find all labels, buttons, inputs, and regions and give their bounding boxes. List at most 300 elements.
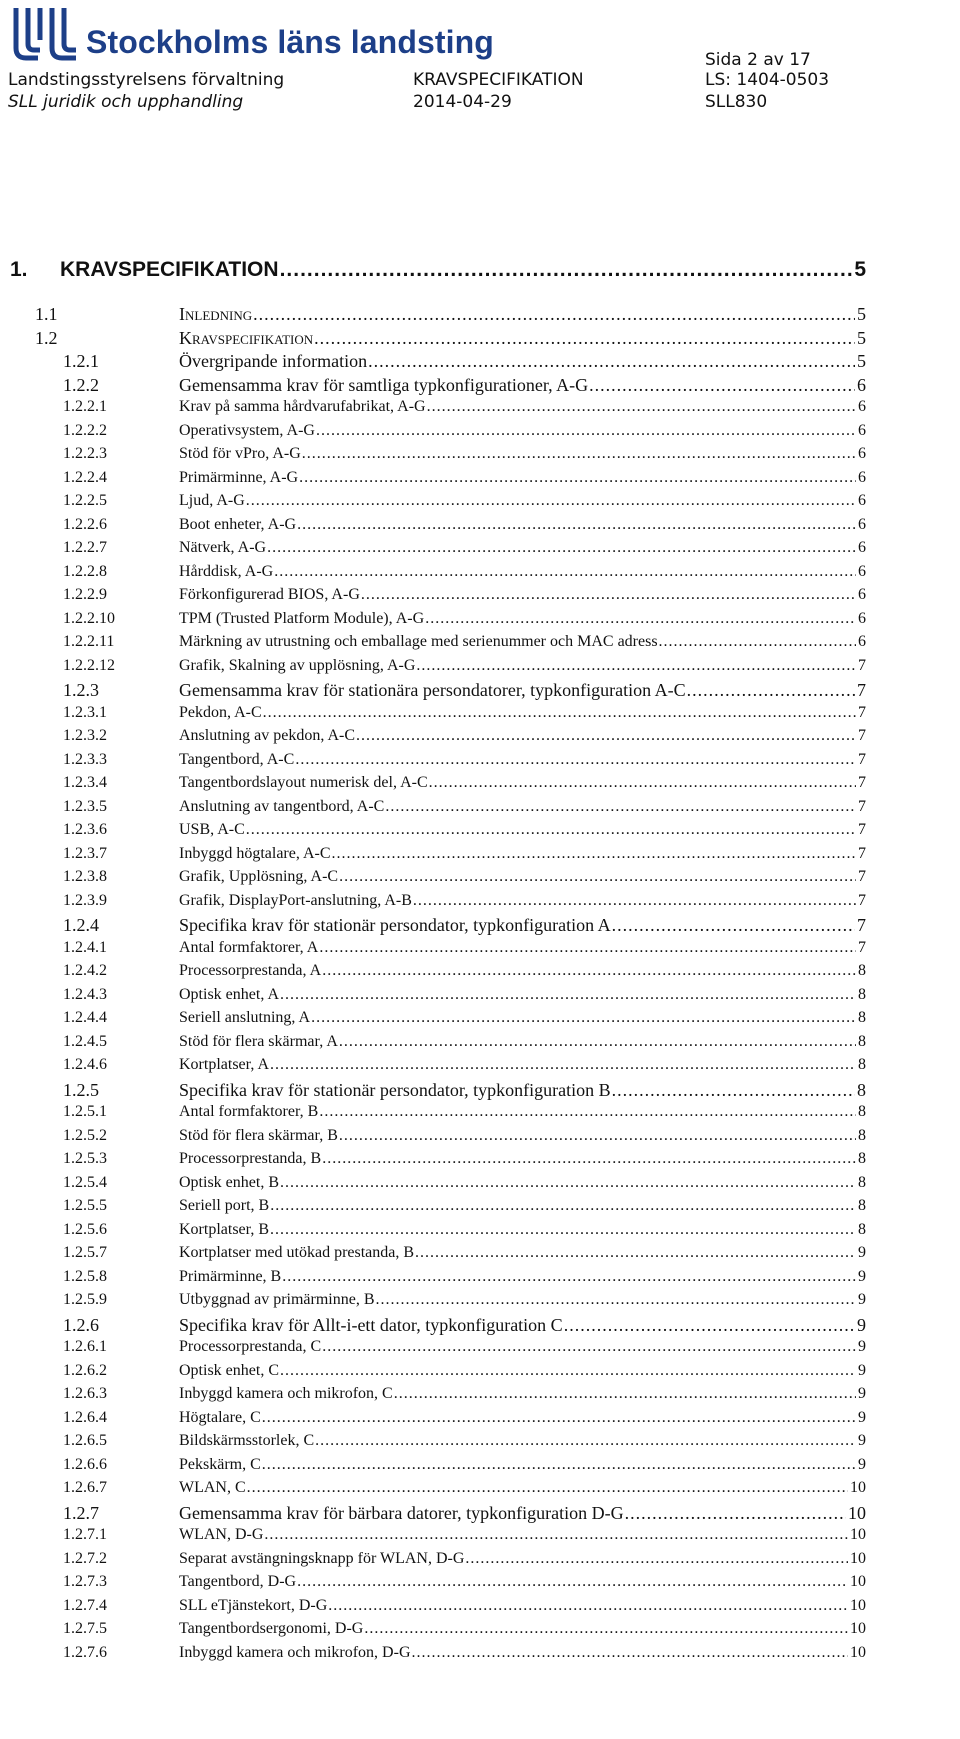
toc-entry-title: Specifika krav för stationär persondator, typkonfiguration A: [179, 915, 611, 935]
org-name: Stockholms läns landsting: [86, 24, 494, 60]
toc-entry-title: Anslutning av pekdon, A-C: [179, 727, 355, 744]
toc-entry[interactable]: [0, 1244, 960, 1268]
toc-entry-number: 1.2.7.4: [63, 1596, 107, 1614]
toc-entry-title: USB, A-C: [179, 821, 245, 838]
toc-entry-number: 1.2.3.9: [63, 891, 107, 909]
page-header: [0, 0, 960, 130]
toc-entry[interactable]: [0, 962, 960, 986]
toc-entry-title: WLAN, D-G: [179, 1526, 264, 1543]
toc-entry-number: 1.2.6.3: [63, 1385, 107, 1402]
toc-leader-dots: [376, 1291, 856, 1309]
toc-entry-number: 1.2.5.9: [63, 1291, 107, 1308]
department-name: Landstingsstyrelsens förvaltning: [8, 70, 285, 90]
sll-logo-mark-icon: [8, 4, 82, 64]
toc-leader-dots: [262, 1456, 856, 1474]
toc-entry[interactable]: [0, 1103, 960, 1127]
toc-entry-title: Grafik, Upplösning, A-C: [179, 868, 339, 885]
toc-leader-dots: [332, 845, 856, 863]
toc-entry-title: Övergripande information: [179, 351, 368, 371]
toc-entry-title: Inbyggd kamera och mikrofon, D-G: [179, 1643, 411, 1661]
toc-entry-page: 8: [858, 1220, 866, 1238]
toc-entry-page: 6: [857, 374, 866, 395]
toc-leader-dots: [246, 821, 856, 839]
toc-entry[interactable]: [0, 1362, 960, 1386]
toc-entry-number: 1.2.2.11: [63, 633, 115, 650]
toc-entry-page: 9: [858, 1432, 866, 1449]
sll-logo: [8, 4, 498, 66]
toc-entry-title: Stöd för vPro, A-G: [179, 445, 301, 462]
toc-leader-dots: [659, 633, 856, 651]
toc-entry-number: 1.2.3.5: [63, 797, 107, 815]
toc-entry-page: 6: [858, 633, 866, 650]
toc-entry[interactable]: [0, 328, 960, 352]
toc-entry[interactable]: [0, 915, 960, 939]
toc-entry-page: 10: [850, 1620, 866, 1637]
toc-entry[interactable]: [0, 1080, 960, 1104]
toc-entry-title: Utbyggnad av primärminne, B: [179, 1291, 375, 1308]
toc-entry-page: 9: [857, 1314, 866, 1335]
toc-entry-title: Gemensamma krav för stationära persondatorer, typkonfiguration A-C: [179, 680, 686, 700]
toc-entry-title: Krav på samma hårdvarufabrikat, A-G: [179, 398, 426, 415]
toc-entry-number: 1.2.2.1: [63, 398, 107, 415]
toc-entry-number: 1.2.7.5: [63, 1620, 107, 1637]
toc-entry-number: 1.2.7.2: [63, 1549, 107, 1567]
toc-entry-page: 8: [858, 1150, 866, 1167]
toc-leader-dots: [282, 1268, 856, 1286]
toc-leader-dots: [429, 774, 856, 792]
toc-entry-page: 8: [858, 1197, 866, 1214]
case-number: LS: 1404-0503: [705, 70, 830, 90]
toc-entry[interactable]: [0, 492, 960, 516]
toc-entry[interactable]: [0, 939, 960, 963]
toc-entry-title: Boot enheter, A-G: [179, 515, 297, 533]
toc-leader-dots: [361, 586, 856, 604]
toc-entry-title: Pekdon, A-C: [179, 703, 262, 721]
toc-entry-title: Nätverk, A-G: [179, 539, 267, 556]
toc-leader-dots: [339, 1033, 856, 1051]
toc-entry-number: 1.2.2.8: [63, 562, 107, 580]
toc-entry-number: 1.2.7.6: [63, 1643, 107, 1661]
toc-entry[interactable]: [0, 1385, 960, 1409]
toc-leader-dots: [263, 704, 856, 722]
toc-entry-number: 1.2.6.6: [63, 1455, 107, 1473]
toc-entry-title: Specifika krav för Allt-i-ett dator, typkonfiguration C: [179, 1314, 563, 1335]
toc-leader-dots: [339, 868, 856, 886]
toc-entry-title: Optisk enhet, A: [179, 985, 279, 1003]
toc-entry-title: Kortplatser med utökad prestanda, B: [179, 1244, 415, 1261]
toc-entry[interactable]: [0, 422, 960, 446]
toc-entry-number: 1.2.3.4: [63, 774, 107, 791]
toc-leader-dots: [385, 798, 856, 816]
toc-entry-number: 1.2.5: [63, 1079, 99, 1100]
toc-leader-dots: [262, 1409, 856, 1427]
toc-entry-number: 1.2.3.7: [63, 844, 107, 862]
toc-leader-dots: [302, 445, 856, 463]
toc-entry-page: 10: [850, 1573, 866, 1590]
toc-leader-dots: [297, 516, 856, 534]
toc-entry-number: 1.2.2.4: [63, 468, 107, 486]
toc-entry-title: Kortplatser, A: [179, 1056, 270, 1073]
toc-entry-page: 10: [850, 1526, 866, 1543]
toc-entry-title: Operativsystem, A-G: [179, 421, 315, 439]
toc-entry-title: KRAVSPECIFIKATION: [60, 258, 279, 281]
toc-entry-page: 9: [858, 1455, 866, 1473]
toc-entry-page: 6: [858, 539, 866, 556]
toc-entry-number: 1.2.5.3: [63, 1150, 107, 1167]
toc-leader-dots: [270, 1197, 856, 1215]
toc-entry-title: Ljud, A-G: [179, 492, 245, 509]
toc-leader-dots: [687, 680, 855, 701]
toc-leader-dots: [270, 1221, 856, 1239]
toc-leader-dots: [280, 1362, 856, 1380]
toc-entry[interactable]: [0, 633, 960, 657]
toc-leader-dots: [394, 1385, 856, 1403]
toc-entry[interactable]: [0, 1221, 960, 1245]
toc-entry-number: 1.2.6.1: [63, 1338, 107, 1355]
toc-entry-page: 7: [858, 703, 866, 721]
toc-entry-page: 6: [858, 586, 866, 603]
toc-entry-number: 1.2.3.1: [63, 703, 107, 721]
toc-leader-dots: [267, 539, 856, 557]
toc-entry-number: 1.2.3.8: [63, 868, 107, 885]
toc-entry-number: 1.2.4.2: [63, 962, 107, 979]
toc-entry-title: Märkning av utrustning och emballage med serienummer och MAC adress: [179, 633, 658, 650]
toc-entry-page: 6: [858, 445, 866, 462]
toc-entry[interactable]: [0, 868, 960, 892]
toc-entry-page: 7: [858, 844, 866, 862]
toc-entry[interactable]: [0, 539, 960, 563]
toc-entry-number: 1.2.6: [63, 1314, 99, 1335]
toc-leader-dots: [299, 469, 856, 487]
toc-entry-page: 7: [857, 915, 866, 935]
toc-entry-page: 8: [858, 1126, 866, 1144]
toc-entry[interactable]: [0, 1338, 960, 1362]
toc-entry-page: 6: [858, 609, 866, 627]
toc-entry-number: 1.2.2.9: [63, 586, 107, 603]
toc-entry-page: 7: [858, 891, 866, 909]
toc-entry[interactable]: [0, 680, 960, 704]
toc-entry-title: Seriell anslutning, A: [179, 1009, 311, 1026]
toc-entry[interactable]: [0, 610, 960, 634]
toc-leader-dots: [280, 986, 856, 1004]
toc-entry-number: 1.1: [35, 304, 58, 324]
toc-entry-number: 1.2.6.7: [63, 1479, 107, 1496]
toc-leader-dots: [322, 1338, 856, 1356]
toc-entry-title: SLL eTjänstekort, D-G: [179, 1596, 328, 1614]
toc-entry-number: 1.2.3: [63, 680, 99, 700]
toc-entry[interactable]: [0, 845, 960, 869]
toc-entry-page: 8: [858, 1173, 866, 1191]
unit-name: SLL juridik och upphandling: [8, 92, 244, 112]
toc-entry-title: TPM (Trusted Platform Module), A-G: [179, 609, 425, 627]
toc-entry-number: 1.2.3.2: [63, 727, 107, 744]
toc-entry-title: Grafik, Skalning av upplösning, A-G: [179, 656, 416, 674]
toc-entry-page: 10: [850, 1596, 866, 1614]
document-code: SLL830: [705, 92, 768, 112]
toc-entry-title: Primärminne, B: [179, 1267, 282, 1285]
toc-leader-dots: [425, 610, 856, 628]
toc-entry-page: 5: [854, 258, 866, 281]
toc-entry[interactable]: [0, 516, 960, 540]
toc-entry-number: 1.2.2.5: [63, 492, 107, 509]
toc-entry-page: 5: [857, 351, 866, 371]
toc-entry[interactable]: [0, 1620, 960, 1644]
toc-leader-dots: [364, 1620, 848, 1638]
toc-leader-dots: [315, 1432, 856, 1450]
toc-entry[interactable]: [0, 1503, 960, 1527]
toc-entry[interactable]: [0, 1150, 960, 1174]
toc-entry-title: Specifika krav för stationär persondator, typkonfiguration B: [179, 1079, 611, 1100]
toc-entry-title: Inbyggd högtalare, A-C: [179, 844, 331, 862]
toc-leader-dots: [246, 492, 856, 510]
toc-entry-page: 8: [858, 1032, 866, 1050]
toc-entry-number: 1.2.2.10: [63, 609, 115, 627]
toc-entry-title: Högtalare, C: [179, 1408, 261, 1426]
toc-leader-dots: [295, 751, 856, 769]
toc-leader-dots: [316, 422, 856, 440]
toc-leader-dots: [314, 328, 855, 349]
toc-entry[interactable]: [0, 1127, 960, 1151]
toc-entry-title: Pekskärm, C: [179, 1455, 261, 1473]
toc-entry-number: 1.2.2.6: [63, 515, 107, 533]
toc-entry-number: 1.2.2.7: [63, 539, 107, 556]
toc-entry[interactable]: [0, 258, 960, 282]
toc-entry-title: Gemensamma krav för samtliga typkonfigurationer, A-G: [179, 374, 589, 395]
toc-entry[interactable]: [0, 1033, 960, 1057]
toc-entry-number: 1.2.5.7: [63, 1244, 107, 1261]
toc-leader-dots: [322, 1150, 856, 1168]
toc-entry[interactable]: [0, 1432, 960, 1456]
toc-entry-number: 1.2.5.1: [63, 1103, 107, 1120]
toc-entry-page: 8: [858, 1056, 866, 1073]
toc-entry-number: 1.2.3.6: [63, 821, 107, 838]
toc-entry-number: 1.2.5.5: [63, 1197, 107, 1214]
toc-leader-dots: [253, 304, 855, 325]
toc-entry-page: 9: [858, 1385, 866, 1402]
toc-entry[interactable]: [0, 1056, 960, 1080]
toc-entry-page: 10: [850, 1479, 866, 1496]
toc-entry[interactable]: [0, 1573, 960, 1597]
toc-entry[interactable]: [0, 798, 960, 822]
toc-entry-page: 6: [858, 562, 866, 580]
toc-entry-title: WLAN, C: [179, 1479, 246, 1496]
toc-entry[interactable]: [0, 751, 960, 775]
toc-entry-number: 1.2.2.2: [63, 421, 107, 439]
toc-leader-dots: [264, 1526, 848, 1544]
toc-entry-page: 8: [858, 1009, 866, 1026]
toc-entry-page: 5: [857, 327, 866, 348]
toc-entry-page: 6: [858, 468, 866, 486]
toc-entry-page: 7: [858, 821, 866, 838]
toc-entry-title: Primärminne, A-G: [179, 468, 299, 486]
toc-entry-number: 1.2.5.2: [63, 1126, 107, 1144]
toc-leader-dots: [368, 351, 855, 372]
toc-entry-title: Antal formfaktorer, B: [179, 1103, 319, 1120]
toc-entry-title: Tangentbordslayout numerisk del, A-C: [179, 774, 428, 791]
toc-leader-dots: [625, 1503, 846, 1524]
toc-entry-page: 9: [858, 1338, 866, 1355]
toc-entry[interactable]: [0, 1479, 960, 1503]
toc-entry-number: 1.2.6.4: [63, 1408, 107, 1426]
toc-entry-title: Processorprestanda, C: [179, 1338, 322, 1355]
toc-leader-dots: [412, 1644, 849, 1662]
toc-leader-dots: [280, 258, 853, 282]
toc-leader-dots: [328, 1597, 848, 1615]
toc-entry-number: 1.2.4: [63, 915, 99, 935]
toc-entry-title: Tangentbord, D-G: [179, 1573, 297, 1590]
toc-entry-number: 1.2.4.5: [63, 1032, 107, 1050]
toc-entry-page: 9: [858, 1244, 866, 1261]
toc-entry[interactable]: [0, 1197, 960, 1221]
toc-entry[interactable]: [0, 445, 960, 469]
toc-entry-page: 6: [858, 421, 866, 439]
toc-entry-page: 10: [850, 1643, 866, 1661]
toc-entry-page: 10: [848, 1502, 866, 1523]
toc-leader-dots: [415, 1244, 856, 1262]
toc-entry[interactable]: [0, 1456, 960, 1480]
toc-entry-title: INLEDNING: [179, 304, 253, 324]
toc-entry[interactable]: [0, 1526, 960, 1550]
toc-entry-number: 1.2.2.12: [63, 656, 115, 674]
toc-entry-title: Tangentbord, A-C: [179, 750, 295, 768]
toc-leader-dots: [427, 398, 856, 416]
toc-entry-number: 1.2.7: [63, 1502, 99, 1523]
toc-entry-page: 7: [858, 727, 866, 744]
toc-leader-dots: [564, 1315, 855, 1336]
toc-entry-title: Gemensamma krav för bärbara datorer, typkonfiguration D-G: [179, 1502, 624, 1523]
toc-leader-dots: [612, 915, 855, 936]
toc-entry[interactable]: [0, 1597, 960, 1621]
toc-entry-title: Inbyggd kamera och mikrofon, C: [179, 1385, 393, 1402]
toc-leader-dots: [612, 1080, 855, 1101]
toc-entry[interactable]: [0, 304, 960, 328]
toc-entry-number: 1.2.1: [63, 351, 99, 371]
toc-leader-dots: [413, 892, 856, 910]
toc-entry-number: 1.2.5.6: [63, 1220, 107, 1238]
toc-entry-title: Anslutning av tangentbord, A-C: [179, 797, 385, 815]
toc-entry-page: 8: [858, 985, 866, 1003]
toc-entry-number: 1.2.2.3: [63, 445, 107, 462]
toc-entry-number: 1.2.4.3: [63, 985, 107, 1003]
toc-entry-title: Hårddisk, A-G: [179, 562, 274, 580]
toc-leader-dots: [416, 657, 856, 675]
toc-entry-number: 1.2.4.6: [63, 1056, 107, 1073]
toc-entry-page: 7: [858, 797, 866, 815]
toc-entry-page: 9: [858, 1361, 866, 1379]
toc-entry-page: 7: [858, 656, 866, 674]
toc-entry-number: 1.2.5.4: [63, 1173, 107, 1191]
toc-leader-dots: [270, 1056, 856, 1074]
toc-entry[interactable]: [0, 657, 960, 681]
toc-entry[interactable]: [0, 1550, 960, 1574]
document-date: 2014-04-29: [413, 92, 512, 112]
toc-entry[interactable]: [0, 704, 960, 728]
toc-entry-page: 7: [857, 680, 866, 700]
toc-entry-title: Antal formfaktorer, A: [179, 938, 319, 956]
toc-entry-page: 7: [858, 774, 866, 791]
toc-leader-dots: [274, 563, 856, 581]
toc-entry[interactable]: [0, 563, 960, 587]
toc-entry-page: 8: [858, 1103, 866, 1120]
toc-entry-title: Optisk enhet, C: [179, 1361, 279, 1379]
toc-entry-page: 8: [857, 1079, 866, 1100]
toc-entry-number: 1.2.2: [63, 374, 99, 395]
toc-entry-page: 6: [858, 492, 866, 509]
toc-entry-title: Processorprestanda, B: [179, 1150, 322, 1167]
toc-leader-dots: [319, 1103, 856, 1121]
toc-entry-page: 10: [850, 1549, 866, 1567]
toc-entry-number: 1.2.7.3: [63, 1573, 107, 1590]
toc-entry[interactable]: [0, 892, 960, 916]
toc-entry-title: Bildskärmsstorlek, C: [179, 1432, 315, 1449]
toc-leader-dots: [465, 1550, 848, 1568]
toc-entry-page: 6: [858, 398, 866, 415]
toc-entry-page: 9: [858, 1408, 866, 1426]
toc-entry-page: 7: [858, 868, 866, 885]
toc-entry[interactable]: [0, 986, 960, 1010]
toc-entry-page: 5: [857, 304, 866, 324]
toc-entry-number: 1.2.6.5: [63, 1432, 107, 1449]
toc-entry[interactable]: [0, 351, 960, 375]
toc-entry[interactable]: [0, 375, 960, 399]
toc-entry-title: Kortplatser, B: [179, 1220, 270, 1238]
toc-entry-title: Separat avstängningsknapp för WLAN, D-G: [179, 1549, 465, 1567]
toc-entry[interactable]: [0, 821, 960, 845]
toc-entry[interactable]: [0, 1409, 960, 1433]
toc-entry-title: Stöd för flera skärmar, A: [179, 1032, 338, 1050]
toc-entry[interactable]: [0, 586, 960, 610]
toc-entry[interactable]: [0, 1174, 960, 1198]
toc-entry[interactable]: [0, 1268, 960, 1292]
toc-entry-title: Tangentbordsergonomi, D-G: [179, 1620, 364, 1637]
toc-entry-title: Optisk enhet, B: [179, 1173, 279, 1191]
toc-entry-page: 9: [858, 1291, 866, 1308]
toc-entry[interactable]: [0, 1009, 960, 1033]
toc-entry-number: 1.2.7.1: [63, 1526, 107, 1543]
toc-leader-dots: [339, 1127, 856, 1145]
toc-entry-title: Grafik, DisplayPort-anslutning, A-B: [179, 891, 412, 909]
toc-entry-number: 1.2.5.8: [63, 1267, 107, 1285]
toc-entry[interactable]: [0, 1315, 960, 1339]
toc-entry-number: 1.2.4.1: [63, 938, 107, 956]
toc-leader-dots: [247, 1479, 848, 1497]
toc-entry-page: 9: [858, 1267, 866, 1285]
toc-entry-number: 1.2.6.2: [63, 1361, 107, 1379]
page-number: Sida 2 av 17: [705, 50, 811, 70]
toc-entry[interactable]: [0, 1644, 960, 1668]
toc-entry[interactable]: [0, 398, 960, 422]
toc-leader-dots: [280, 1174, 856, 1192]
toc-entry-title: Förkonfigurerad BIOS, A-G: [179, 586, 360, 603]
toc-entry[interactable]: [0, 1291, 960, 1315]
document-type: KRAVSPECIFIKATION: [413, 70, 584, 90]
toc-leader-dots: [356, 727, 856, 745]
toc-entry[interactable]: [0, 469, 960, 493]
toc-leader-dots: [589, 375, 855, 396]
toc-entry-page: 6: [858, 515, 866, 533]
toc-leader-dots: [297, 1573, 848, 1591]
toc-entry-title: Processorprestanda, A: [179, 962, 322, 979]
toc-leader-dots: [319, 939, 856, 957]
toc-entry-number: 1.2: [35, 327, 58, 348]
toc-entry[interactable]: [0, 774, 960, 798]
toc-entry-page: 8: [858, 962, 866, 979]
toc-entry-number: 1.2.4.4: [63, 1009, 107, 1026]
toc-entry-number: 1.2.3.3: [63, 750, 107, 768]
toc-leader-dots: [311, 1009, 856, 1027]
toc-entry[interactable]: [0, 727, 960, 751]
toc-entry-page: 7: [858, 938, 866, 956]
